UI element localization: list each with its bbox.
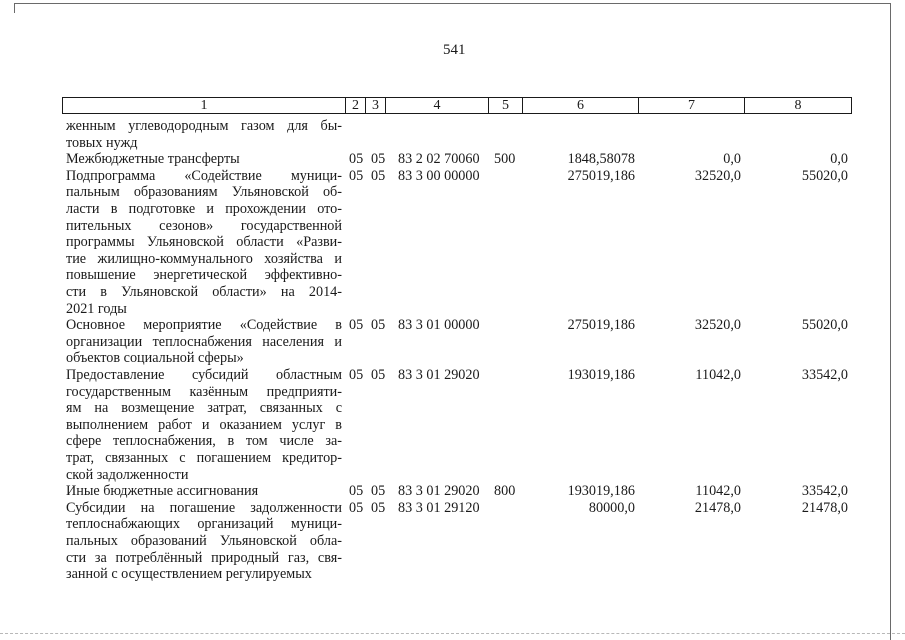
row-name-line: Иные бюджетные ассигнования bbox=[66, 483, 259, 500]
header-col-3: 3 bbox=[366, 98, 386, 113]
header-col-2: 2 bbox=[346, 98, 366, 113]
row-name-line: занной с осуществлением регулируемых bbox=[66, 566, 312, 583]
row-name-line: 2021 годы bbox=[66, 300, 127, 317]
row-name-line: сти в Ульяновской области» на 2014- bbox=[66, 283, 342, 300]
page-border-top bbox=[14, 3, 891, 4]
cell-amount-6: 193019,186 bbox=[567, 367, 635, 383]
row-name-line: женным углеводородным газом для бы- bbox=[66, 118, 342, 134]
cell-rz: 05 bbox=[349, 367, 364, 383]
row-name-line: сти за потреблённый природный газ, свя- bbox=[66, 549, 342, 566]
cell-vr: 800 bbox=[494, 483, 516, 500]
cell-pr: 05 bbox=[371, 483, 386, 500]
cell-csr: 83 3 00 00000 bbox=[398, 167, 480, 184]
row-name-line: Подпрограмма «Содействие муници- bbox=[66, 167, 342, 184]
row-name-line: выполнением работ и оказанием услуг в bbox=[66, 416, 342, 433]
cell-amount-8: 0,0 bbox=[830, 151, 848, 168]
page-border-left bbox=[14, 3, 15, 13]
row-name-line: тие жилищно-коммунального хозяйства и bbox=[66, 250, 342, 267]
cell-rz: 05 bbox=[349, 151, 364, 168]
header-col-8: 8 bbox=[794, 98, 802, 113]
cell-pr: 05 bbox=[371, 167, 386, 184]
cell-pr: 05 bbox=[371, 151, 386, 168]
table-row bbox=[0, 483, 905, 500]
header-col-4: 4 bbox=[386, 98, 489, 113]
cell-csr: 83 3 01 00000 bbox=[398, 317, 480, 334]
row-name-line: сфере теплоснабжения, в том числе за- bbox=[66, 433, 342, 450]
row-name-line: пальных образований Ульяновской обла- bbox=[66, 532, 342, 549]
row-name bbox=[66, 367, 342, 483]
cell-pr: 05 bbox=[371, 367, 386, 383]
table-row bbox=[0, 317, 905, 367]
cell-amount-6: 193019,186 bbox=[567, 483, 635, 500]
page-number: 541 bbox=[443, 42, 466, 58]
row-name bbox=[66, 168, 342, 317]
row-name-line: Основное мероприятие «Содействие в bbox=[66, 317, 342, 334]
cell-amount-6: 80000,0 bbox=[588, 499, 635, 516]
row-name-line: Межбюджетные трансферты bbox=[66, 151, 240, 168]
row-name-line: Предоставление субсидий областным bbox=[66, 367, 342, 383]
row-name-line: программы Ульяновской области «Разви- bbox=[66, 234, 342, 251]
cell-csr: 83 3 01 29020 bbox=[398, 483, 480, 500]
cell-vr: 500 bbox=[494, 151, 516, 168]
cell-amount-7: 32520,0 bbox=[694, 317, 741, 334]
row-name bbox=[66, 483, 342, 500]
row-name-line: объектов социальной сферы» bbox=[66, 350, 244, 367]
cell-amount-7: 11042,0 bbox=[695, 367, 741, 383]
row-name-line: товых нужд bbox=[66, 134, 138, 151]
cell-rz: 05 bbox=[349, 499, 364, 516]
cell-rz: 05 bbox=[349, 167, 364, 184]
cell-csr: 83 3 01 29120 bbox=[398, 499, 480, 516]
row-name-line: организации теплоснабжения населения и bbox=[66, 333, 342, 350]
table-row bbox=[0, 367, 905, 483]
header-col-1: 1 bbox=[63, 98, 346, 113]
row-name-line: государственным казённым предприяти- bbox=[66, 383, 342, 400]
table-row bbox=[0, 500, 905, 583]
table-row bbox=[0, 118, 905, 151]
cell-pr: 05 bbox=[371, 499, 386, 516]
cell-csr: 83 2 02 70060 bbox=[398, 151, 480, 168]
table-header bbox=[62, 97, 852, 114]
table-row bbox=[0, 168, 905, 317]
cell-amount-8: 55020,0 bbox=[801, 167, 848, 184]
row-name-line: трат, связанных с погашением кредитор- bbox=[66, 449, 342, 466]
row-name-line: повышение энергетической эффективно- bbox=[66, 267, 342, 284]
row-name bbox=[66, 317, 342, 367]
cell-csr: 83 3 01 29020 bbox=[398, 367, 480, 383]
cell-amount-7: 11042,0 bbox=[695, 483, 741, 500]
cell-amount-8: 33542,0 bbox=[801, 483, 848, 500]
row-name bbox=[66, 151, 342, 168]
cell-amount-6: 275019,186 bbox=[567, 167, 635, 184]
row-name-line: ласти в подготовке и прохождении ото- bbox=[66, 200, 342, 217]
row-name-line: пительных сезонов» государственной bbox=[66, 217, 342, 234]
cell-amount-7: 21478,0 bbox=[694, 499, 741, 516]
scan-edge-line bbox=[0, 633, 905, 634]
header-col-6: 6 bbox=[523, 98, 639, 113]
cell-amount-8: 21478,0 bbox=[801, 499, 848, 516]
cell-amount-6: 1848,58078 bbox=[567, 151, 635, 168]
row-name-line: ям на возмещение затрат, связанных с bbox=[66, 400, 342, 417]
header-col-7: 7 bbox=[639, 98, 745, 113]
cell-amount-8: 55020,0 bbox=[801, 317, 848, 334]
cell-amount-8: 33542,0 bbox=[801, 367, 848, 383]
row-name bbox=[66, 118, 342, 151]
cell-amount-7: 0,0 bbox=[723, 151, 741, 168]
cell-rz: 05 bbox=[349, 317, 364, 334]
table-row bbox=[0, 151, 905, 168]
cell-amount-7: 32520,0 bbox=[694, 167, 741, 184]
header-col-5: 5 bbox=[489, 98, 523, 113]
cell-amount-6: 275019,186 bbox=[567, 317, 635, 334]
row-name-line: теплоснабжающих организаций муници- bbox=[66, 516, 342, 533]
row-name-line: пальным образованиям Ульяновской об- bbox=[66, 184, 342, 201]
cell-rz: 05 bbox=[349, 483, 364, 500]
cell-pr: 05 bbox=[371, 317, 386, 334]
row-name-line: Субсидии на погашение задолженности bbox=[66, 499, 342, 516]
row-name bbox=[66, 500, 342, 583]
row-name-line: ской задолженности bbox=[66, 466, 189, 483]
